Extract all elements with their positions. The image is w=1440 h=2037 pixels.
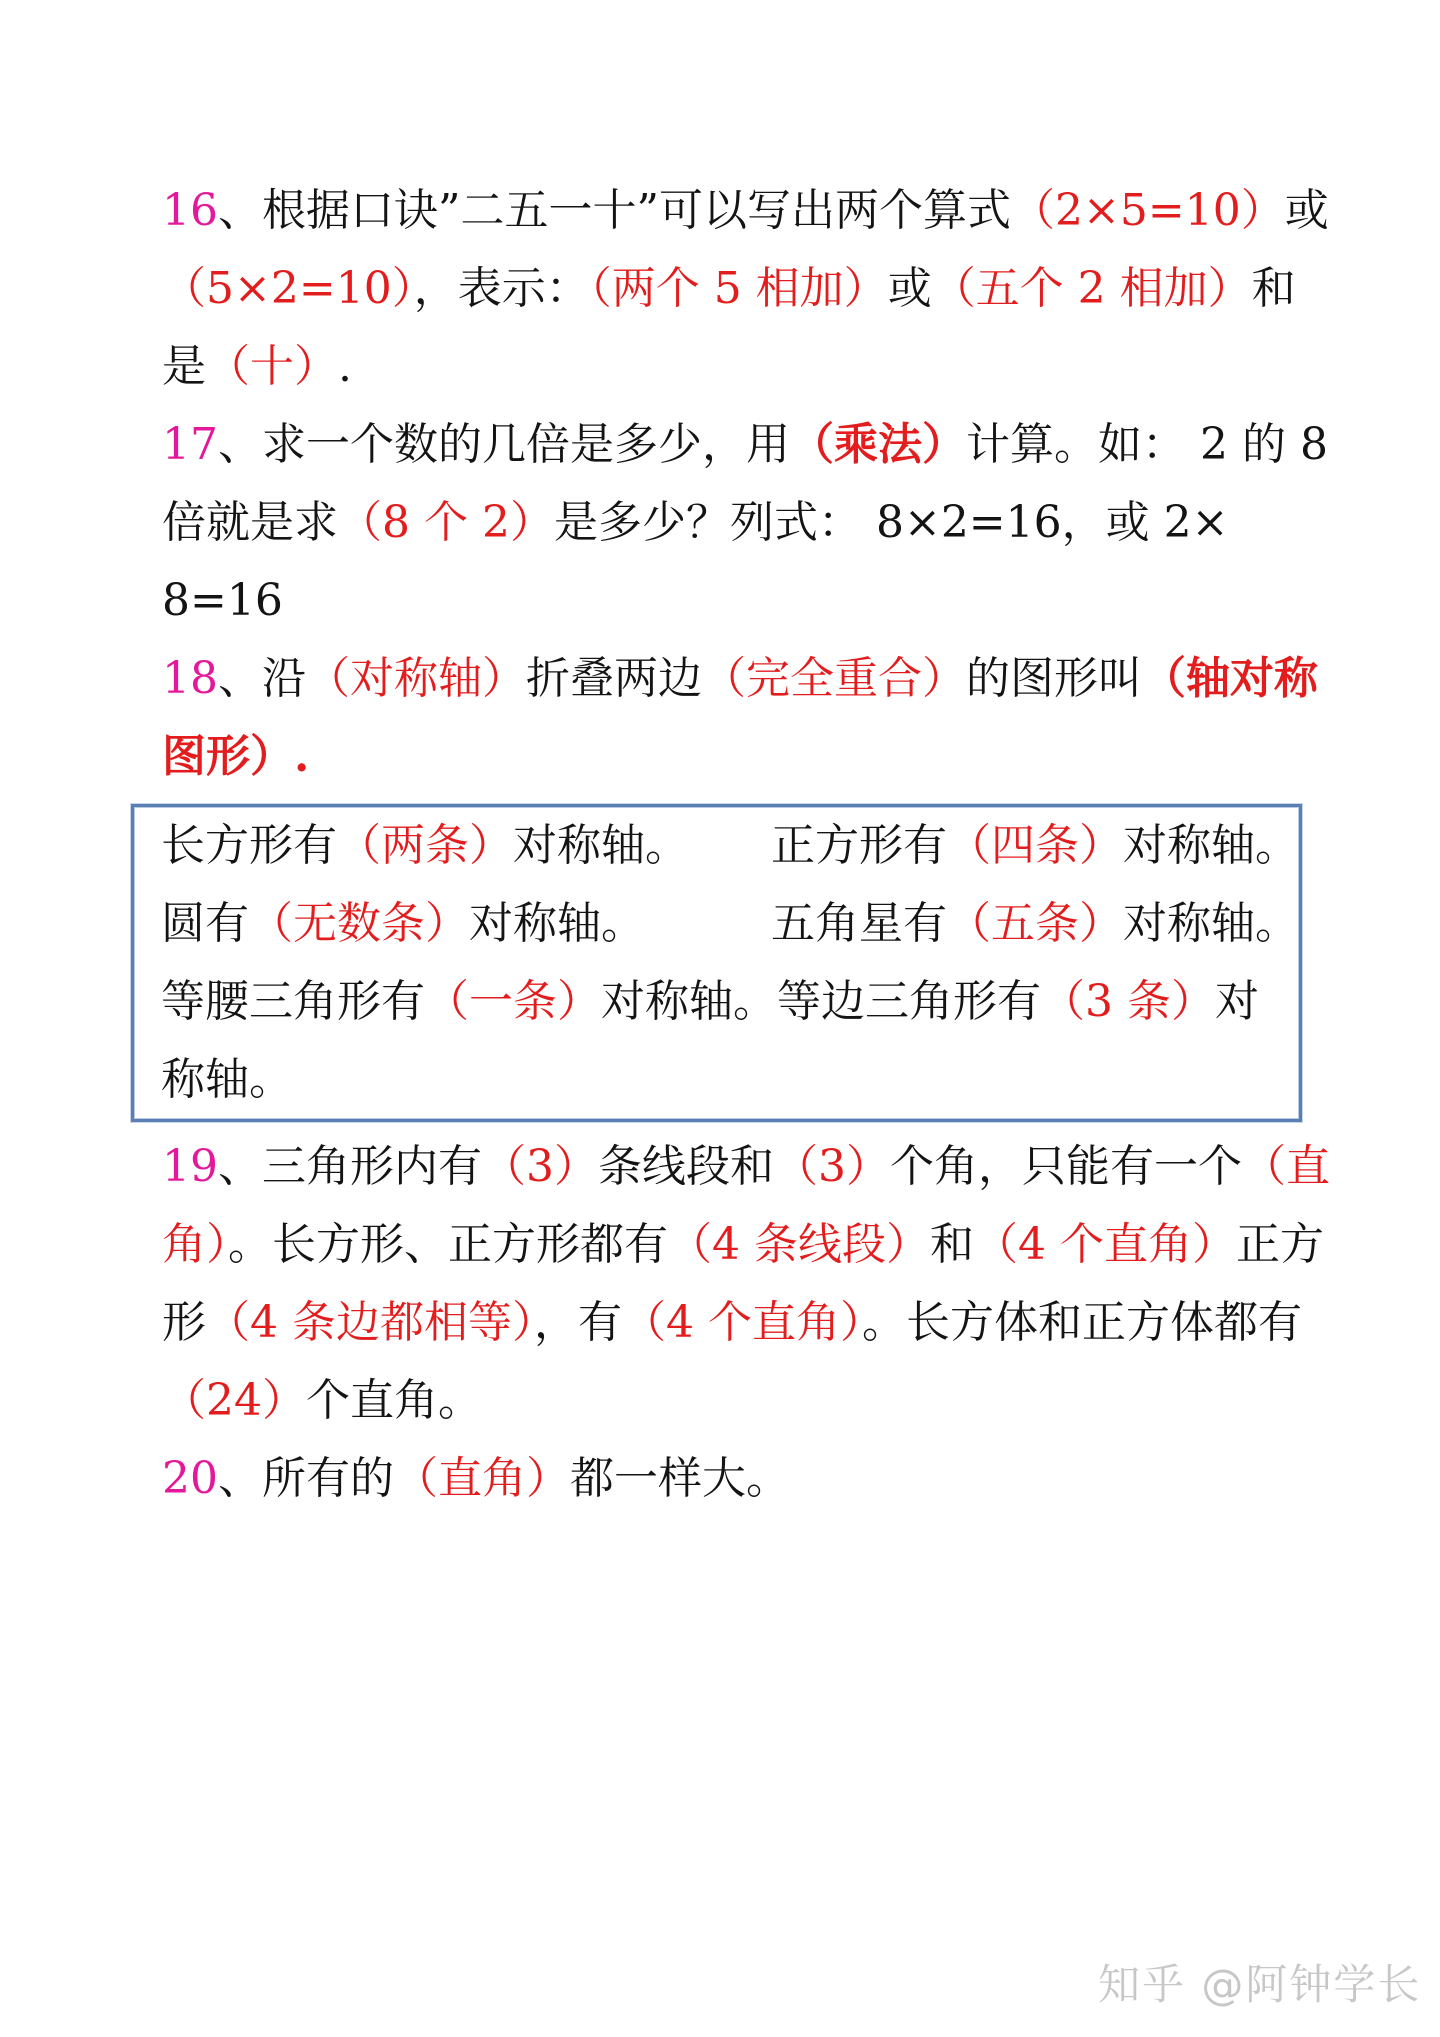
answer: （直角） xyxy=(162,1141,1330,1270)
answer: （24） xyxy=(162,1375,306,1426)
text: 或 xyxy=(1284,185,1329,236)
box-cell xyxy=(161,885,771,963)
item-number: 18 xyxy=(162,653,218,704)
item-number: 20 xyxy=(162,1453,218,1504)
answer: （3 条） xyxy=(1041,976,1215,1027)
item-19 xyxy=(162,1128,1332,1440)
text: 计算。如： 2 的 8 倍就是求 xyxy=(162,419,1328,548)
text: 或 xyxy=(887,263,932,314)
text: 圆有 xyxy=(161,898,249,949)
text: ，有 xyxy=(533,1297,622,1348)
answer: （四条） xyxy=(947,820,1123,871)
answer: （一条） xyxy=(425,976,601,1027)
answer: （4 条边都相等） xyxy=(206,1297,534,1348)
text: 等腰三角形有 xyxy=(161,976,425,1027)
answer: （4 条线段） xyxy=(668,1219,930,1270)
answer: （两个 5 相加） xyxy=(589,263,888,314)
box-cell xyxy=(771,885,1299,963)
text: 是多少？列式： 8×2=16，或 2× 8=16 xyxy=(162,497,1229,626)
text: 个直角。 xyxy=(306,1375,482,1426)
answer: （无数条） xyxy=(249,898,469,949)
answer: （十） xyxy=(206,341,338,392)
item-number: 17 xyxy=(162,419,218,470)
answer: （两条） xyxy=(337,820,513,871)
box-row xyxy=(161,807,1299,885)
answer: （完全重合） xyxy=(702,653,966,704)
answer: （3） xyxy=(482,1141,598,1192)
item-16 xyxy=(162,172,1332,406)
item-18 xyxy=(162,640,1332,796)
text: 五角星有 xyxy=(771,898,947,949)
box-row xyxy=(161,885,1299,963)
text: 对称轴。 xyxy=(161,976,1259,1105)
text: 正方形有 xyxy=(771,820,947,871)
answer: （乘法） xyxy=(790,419,966,470)
text: 正方形 xyxy=(162,1219,1324,1348)
text: 和 xyxy=(929,1219,974,1270)
answer: （3） xyxy=(774,1141,890,1192)
text: 。长方形、正方形都有 xyxy=(228,1219,668,1270)
answer: （8 个 2） xyxy=(338,497,554,548)
answer: （直角） xyxy=(394,1453,570,1504)
text: 折叠两边 xyxy=(526,653,702,704)
text: 、根据口诀”二五一十”可以写出两个算式 xyxy=(218,185,1011,236)
answer: （五条） xyxy=(947,898,1123,949)
text: 的图形叫 xyxy=(966,653,1142,704)
box-cell xyxy=(161,807,771,885)
answer: （五个 2 相加） xyxy=(931,263,1252,314)
text: . xyxy=(338,341,352,392)
text: 对称轴。等边三角形有 xyxy=(601,976,1041,1027)
text: 、求一个数的几倍是多少，用 xyxy=(218,419,790,470)
text: 、三角形内有 xyxy=(218,1141,482,1192)
text: 长方形有 xyxy=(161,820,337,871)
answer: （2×5=10） xyxy=(1011,185,1285,236)
answer: （对称轴） xyxy=(306,653,526,704)
item-number: 19 xyxy=(162,1141,218,1192)
text: 条线段和 xyxy=(598,1141,774,1192)
item-20 xyxy=(162,1440,1332,1518)
content xyxy=(162,172,1332,1518)
text: 对称轴。 xyxy=(1123,898,1299,949)
text: 、沿 xyxy=(218,653,306,704)
item-number: 16 xyxy=(162,185,218,236)
answer: （4 个直角） xyxy=(973,1219,1236,1270)
text: 对称轴。 xyxy=(1123,820,1299,871)
text: 和是 xyxy=(162,263,1296,392)
answer: （4 个直角） xyxy=(621,1297,862,1348)
text: 、所有的 xyxy=(218,1453,394,1504)
answer: （轴对称图形）. xyxy=(162,653,1318,782)
text: 都一样大。 xyxy=(570,1453,790,1504)
symmetry-axes-box xyxy=(131,804,1302,1122)
box-row xyxy=(161,963,1299,1119)
text: 对称轴。 xyxy=(469,898,645,949)
box-cell xyxy=(771,807,1299,885)
text: 个角，只能有一个 xyxy=(890,1141,1242,1192)
item-17 xyxy=(162,406,1332,640)
text: ，表示： xyxy=(413,263,590,314)
text: 。长方体和正方体都有 xyxy=(861,1297,1302,1348)
answer: （5×2=10） xyxy=(162,263,414,314)
text: 对称轴。 xyxy=(513,820,689,871)
watermark: 知乎 @阿钟学长 xyxy=(1098,1960,1422,2009)
